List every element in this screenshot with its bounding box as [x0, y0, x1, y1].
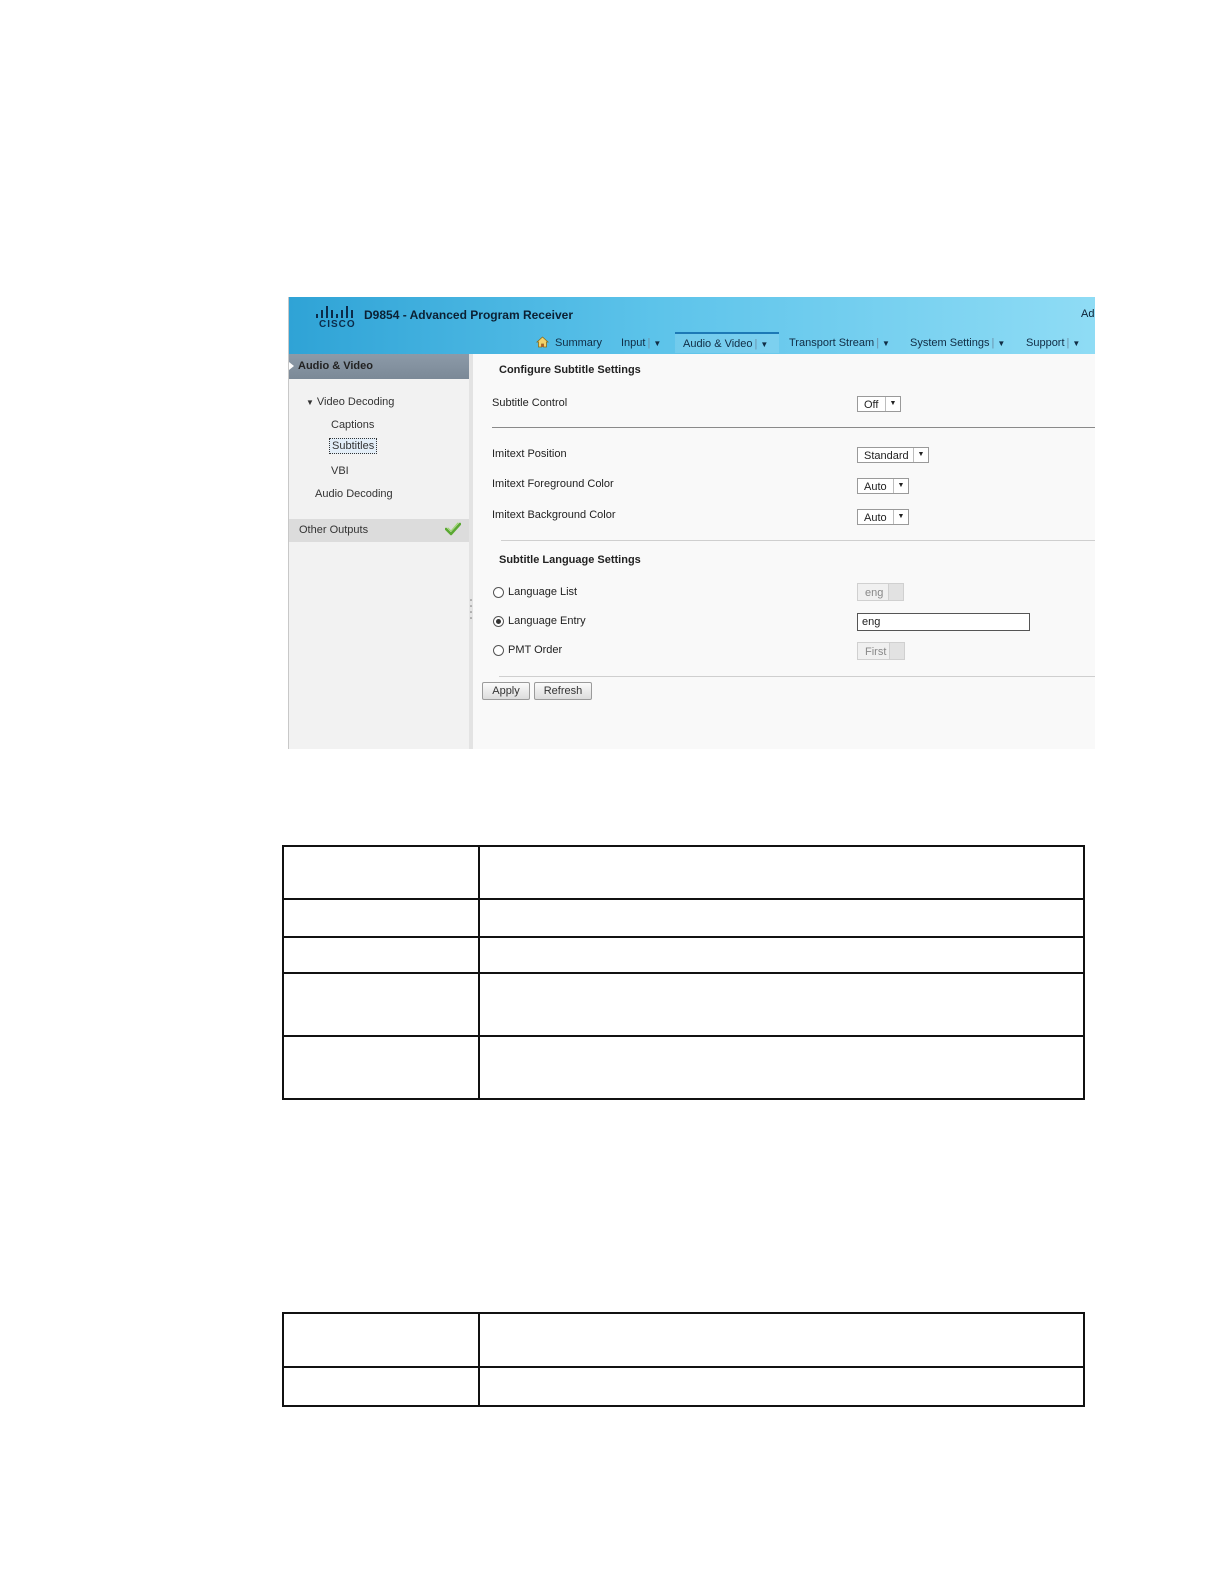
language-list-field: eng — [857, 583, 904, 601]
receiver-web-ui — [288, 297, 1095, 749]
collapse-arrow-icon: ▼ — [306, 398, 314, 407]
app-title: D9854 - Advanced Program Receiver — [364, 308, 573, 322]
language-entry-radio[interactable] — [493, 616, 504, 627]
main-nav — [529, 334, 1095, 354]
sidebar-item-other-outputs[interactable]: Other Outputs — [289, 519, 469, 542]
header-banner — [289, 297, 1095, 354]
sidebar — [289, 354, 473, 749]
settings-description-table — [282, 845, 1085, 1100]
chevron-down-icon: ▼ — [997, 339, 1006, 348]
pmt-order-radio[interactable] — [493, 645, 504, 656]
table-row — [283, 899, 1084, 937]
language-entry-label: Language Entry — [508, 615, 586, 627]
expand-arrow-icon — [289, 362, 294, 370]
imitext-position-select[interactable]: Standard ▼ — [857, 447, 929, 463]
configure-subtitle-title: Configure Subtitle Settings — [499, 364, 641, 376]
apply-button[interactable]: Apply — [482, 682, 530, 700]
nav-support[interactable]: Support | ▼ — [1026, 337, 1081, 349]
sidebar-header[interactable]: Audio & Video — [289, 354, 469, 379]
chevron-down-icon: ▼ — [760, 340, 769, 349]
imitext-background-label: Imitext Background Color — [492, 509, 616, 521]
imitext-foreground-select[interactable]: Auto ▼ — [857, 478, 909, 494]
language-entry-input[interactable]: eng — [857, 613, 1030, 631]
table-row — [283, 1367, 1084, 1406]
sidebar-item-video-decoding[interactable]: ▼ Video Decoding — [306, 396, 395, 408]
language-list-radio[interactable] — [493, 587, 504, 598]
language-settings-title: Subtitle Language Settings — [499, 554, 641, 566]
imitext-background-select[interactable]: Auto ▼ — [857, 509, 909, 525]
main-panel — [473, 354, 1095, 749]
imitext-position-label: Imitext Position — [492, 448, 567, 460]
chevron-down-icon: ▼ — [885, 397, 900, 411]
chevron-down-icon: ▼ — [893, 479, 908, 493]
sidebar-item-subtitles[interactable]: Subtitles — [329, 440, 377, 452]
pmt-order-label: PMT Order — [508, 644, 563, 656]
sidebar-item-audio-decoding[interactable]: Audio Decoding — [315, 488, 393, 500]
chevron-down-icon: ▼ — [653, 339, 662, 348]
imitext-foreground-label: Imitext Foreground Color — [492, 478, 614, 490]
table-row — [283, 846, 1084, 899]
chevron-down-icon: ▼ — [1072, 339, 1081, 348]
table-row — [283, 937, 1084, 973]
language-description-table — [282, 1312, 1085, 1407]
divider — [499, 676, 1095, 677]
nav-transport-stream[interactable]: Transport Stream | ▼ — [789, 337, 890, 349]
subtitle-control-label: Subtitle Control — [492, 397, 568, 409]
table-row — [283, 1036, 1084, 1099]
subtitle-control-select[interactable]: Off ▼ — [857, 396, 901, 412]
cisco-logo: CISCO — [316, 306, 356, 330]
sidebar-item-captions[interactable]: Captions — [331, 419, 375, 431]
chevron-down-icon: ▼ — [913, 448, 928, 462]
chevron-down-icon: ▼ — [893, 510, 908, 524]
user-info[interactable]: Ad — [1081, 308, 1095, 320]
language-list-label: Language List — [508, 586, 578, 598]
refresh-button[interactable]: Refresh — [534, 682, 592, 700]
nav-summary[interactable]: Summary — [536, 334, 602, 353]
nav-system-settings[interactable]: System Settings | ▼ — [910, 337, 1006, 349]
pmt-order-field: First — [857, 642, 905, 660]
table-row — [283, 973, 1084, 1036]
chevron-down-icon: ▼ — [882, 339, 890, 348]
home-icon — [536, 336, 549, 348]
table-row — [283, 1313, 1084, 1367]
check-icon — [445, 522, 461, 536]
sidebar-item-vbi[interactable]: VBI — [331, 465, 349, 477]
divider — [501, 540, 1095, 541]
nav-audio-video[interactable]: Audio & Video | ▼ — [675, 332, 779, 353]
divider — [492, 427, 1095, 428]
nav-input[interactable]: Input | ▼ — [621, 337, 662, 349]
